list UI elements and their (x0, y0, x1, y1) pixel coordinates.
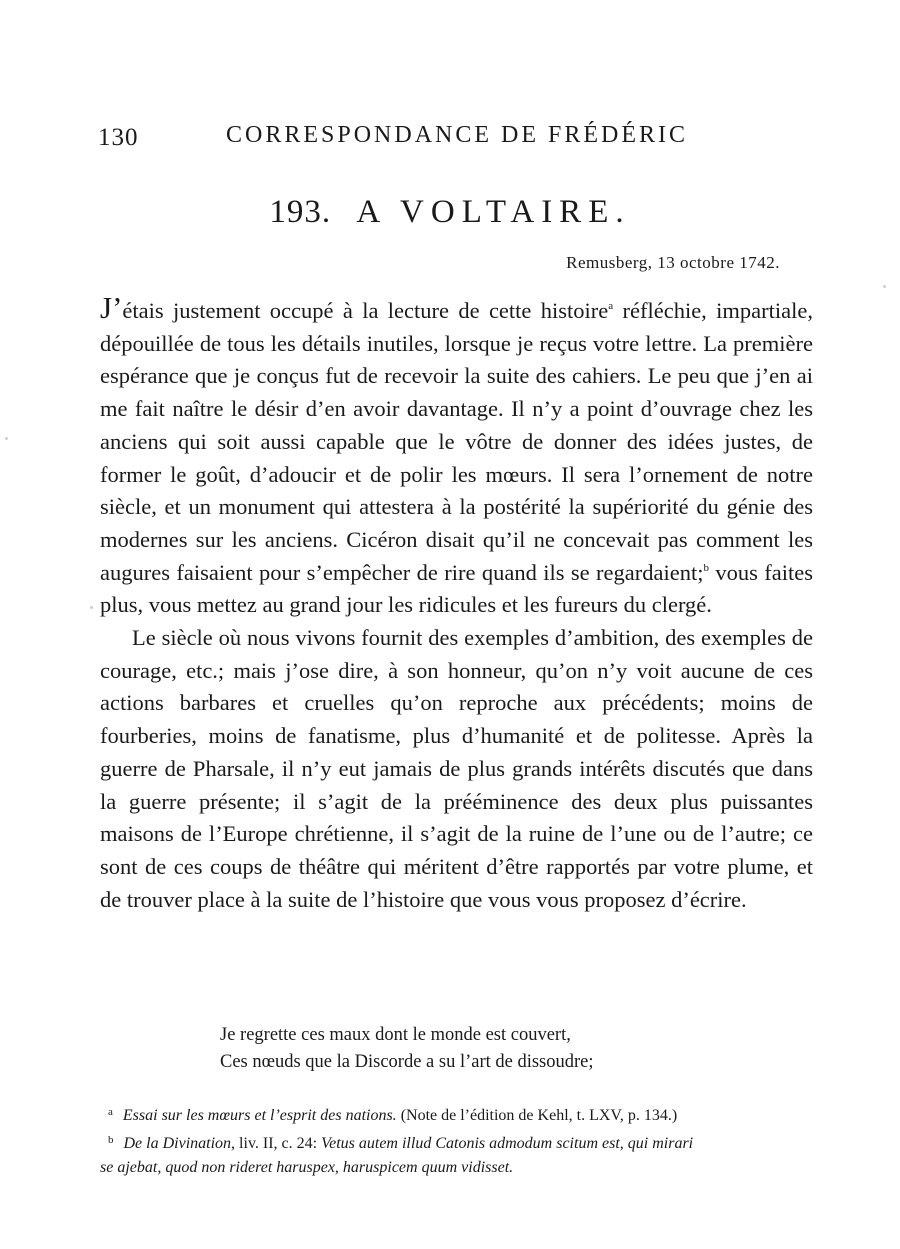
verse-line-2: Ces nœuds que la Discorde a su l’art de dissoudre; (220, 1052, 594, 1072)
letter-recipient: A VOLTAIRE. (356, 194, 631, 230)
running-title: CORRESPONDANCE DE FRÉDÉRIC (226, 122, 689, 148)
footnote-b (100, 1128, 816, 1180)
verse-line-1: Je regrette ces maux dont le monde est couvert, (220, 1025, 571, 1045)
footnote-b-title: De la Divination (123, 1135, 232, 1152)
verse-quote (220, 1022, 594, 1076)
footnote-b-ref: , liv. II, c. 24: (231, 1135, 322, 1152)
letter-body (100, 292, 813, 916)
letter-heading (0, 194, 900, 231)
footnote-b-quote-2: se ajebat, quod non rideret haruspex, haruspicem quum vidisset. (100, 1159, 514, 1176)
footnote-a (108, 1100, 816, 1128)
footnote-a-mark: a (108, 1106, 113, 1118)
paragraph-1 (100, 292, 813, 622)
paper-speck (883, 285, 886, 288)
running-head (98, 120, 813, 154)
footnote-b-mark: b (108, 1134, 114, 1146)
footnote-a-note: (Note de l’édition de Kehl, t. LXV, p. 134.) (396, 1107, 678, 1124)
footnote-b-quote-1: Vetus autem illud Catonis admodum scitum est, qui mirari (321, 1135, 694, 1152)
paper-speck (90, 606, 93, 609)
dateline: Remusberg, 13 octobre 1742. (566, 253, 780, 272)
footnote-a-title: Essai sur les mœurs et l’esprit des nations. (122, 1107, 397, 1124)
letter-number: 193. (269, 194, 332, 230)
paragraph-1-part-a: J’étais justement occupé à la lecture de cette histoire (100, 290, 609, 325)
footnote-ref-b: b (703, 561, 709, 574)
page-number: 130 (98, 124, 139, 151)
footnote-ref-a: a (608, 300, 614, 312)
paragraph-2: Le siècle où nous vivons fournit des exemples d’ambition, des exemples de courage, etc.; mais j’ose dire, à son honneur, qu’on n’y voit aucune de ces actions barbares et cruelles qu’on reproche aux précédents; moins de fourberies, moins de fanatisme, plus d’humanité et de politesse. Après la guerre de Pharsale, il n’y eut jamais de plus grands intérêts discutés que dans la guerre présente; il s’agit de la prééminence des deux plus puissantes maisons de l’Europe chrétienne, il s’agit de la ruine de l’une ou de l’autre; ce sont de ces coups de théâtre qui méritent d’être rapportés par votre plume, et de trouver place à la suite de l’histoire que vous vous proposez d’écrire. (100, 625, 813, 912)
footnotes (100, 1100, 816, 1180)
paragraph-1-part-b: réfléchie, impartiale, dépouillée de tous les détails inutiles, lorsque je reçus votre lettre. La première espérance que je conçus fut de recevoir la suite des cahiers. Le peu que j’en ai me fait naître le désir d’en avoir davantage. Il n’y a point d’ouvrage chez les anciens qui soit aussi capable que le vôtre de donner des idées justes, de former le goût, d’adoucir et de polir les mœurs. Il sera l’ornement de notre siècle, et un monument qui attestera à la postérité la supériorité du génie des modernes sur les anciens. Cicéron disait qu’il ne concevait pas comment les augures faisaient pour s’empêcher de rire quand ils se regardaient; (100, 298, 813, 585)
paragraph-1-part-c: vous faites plus, vous mettez au grand jour les ridicules et les fureurs du clergé. (100, 559, 814, 618)
paper-speck (5, 437, 8, 440)
